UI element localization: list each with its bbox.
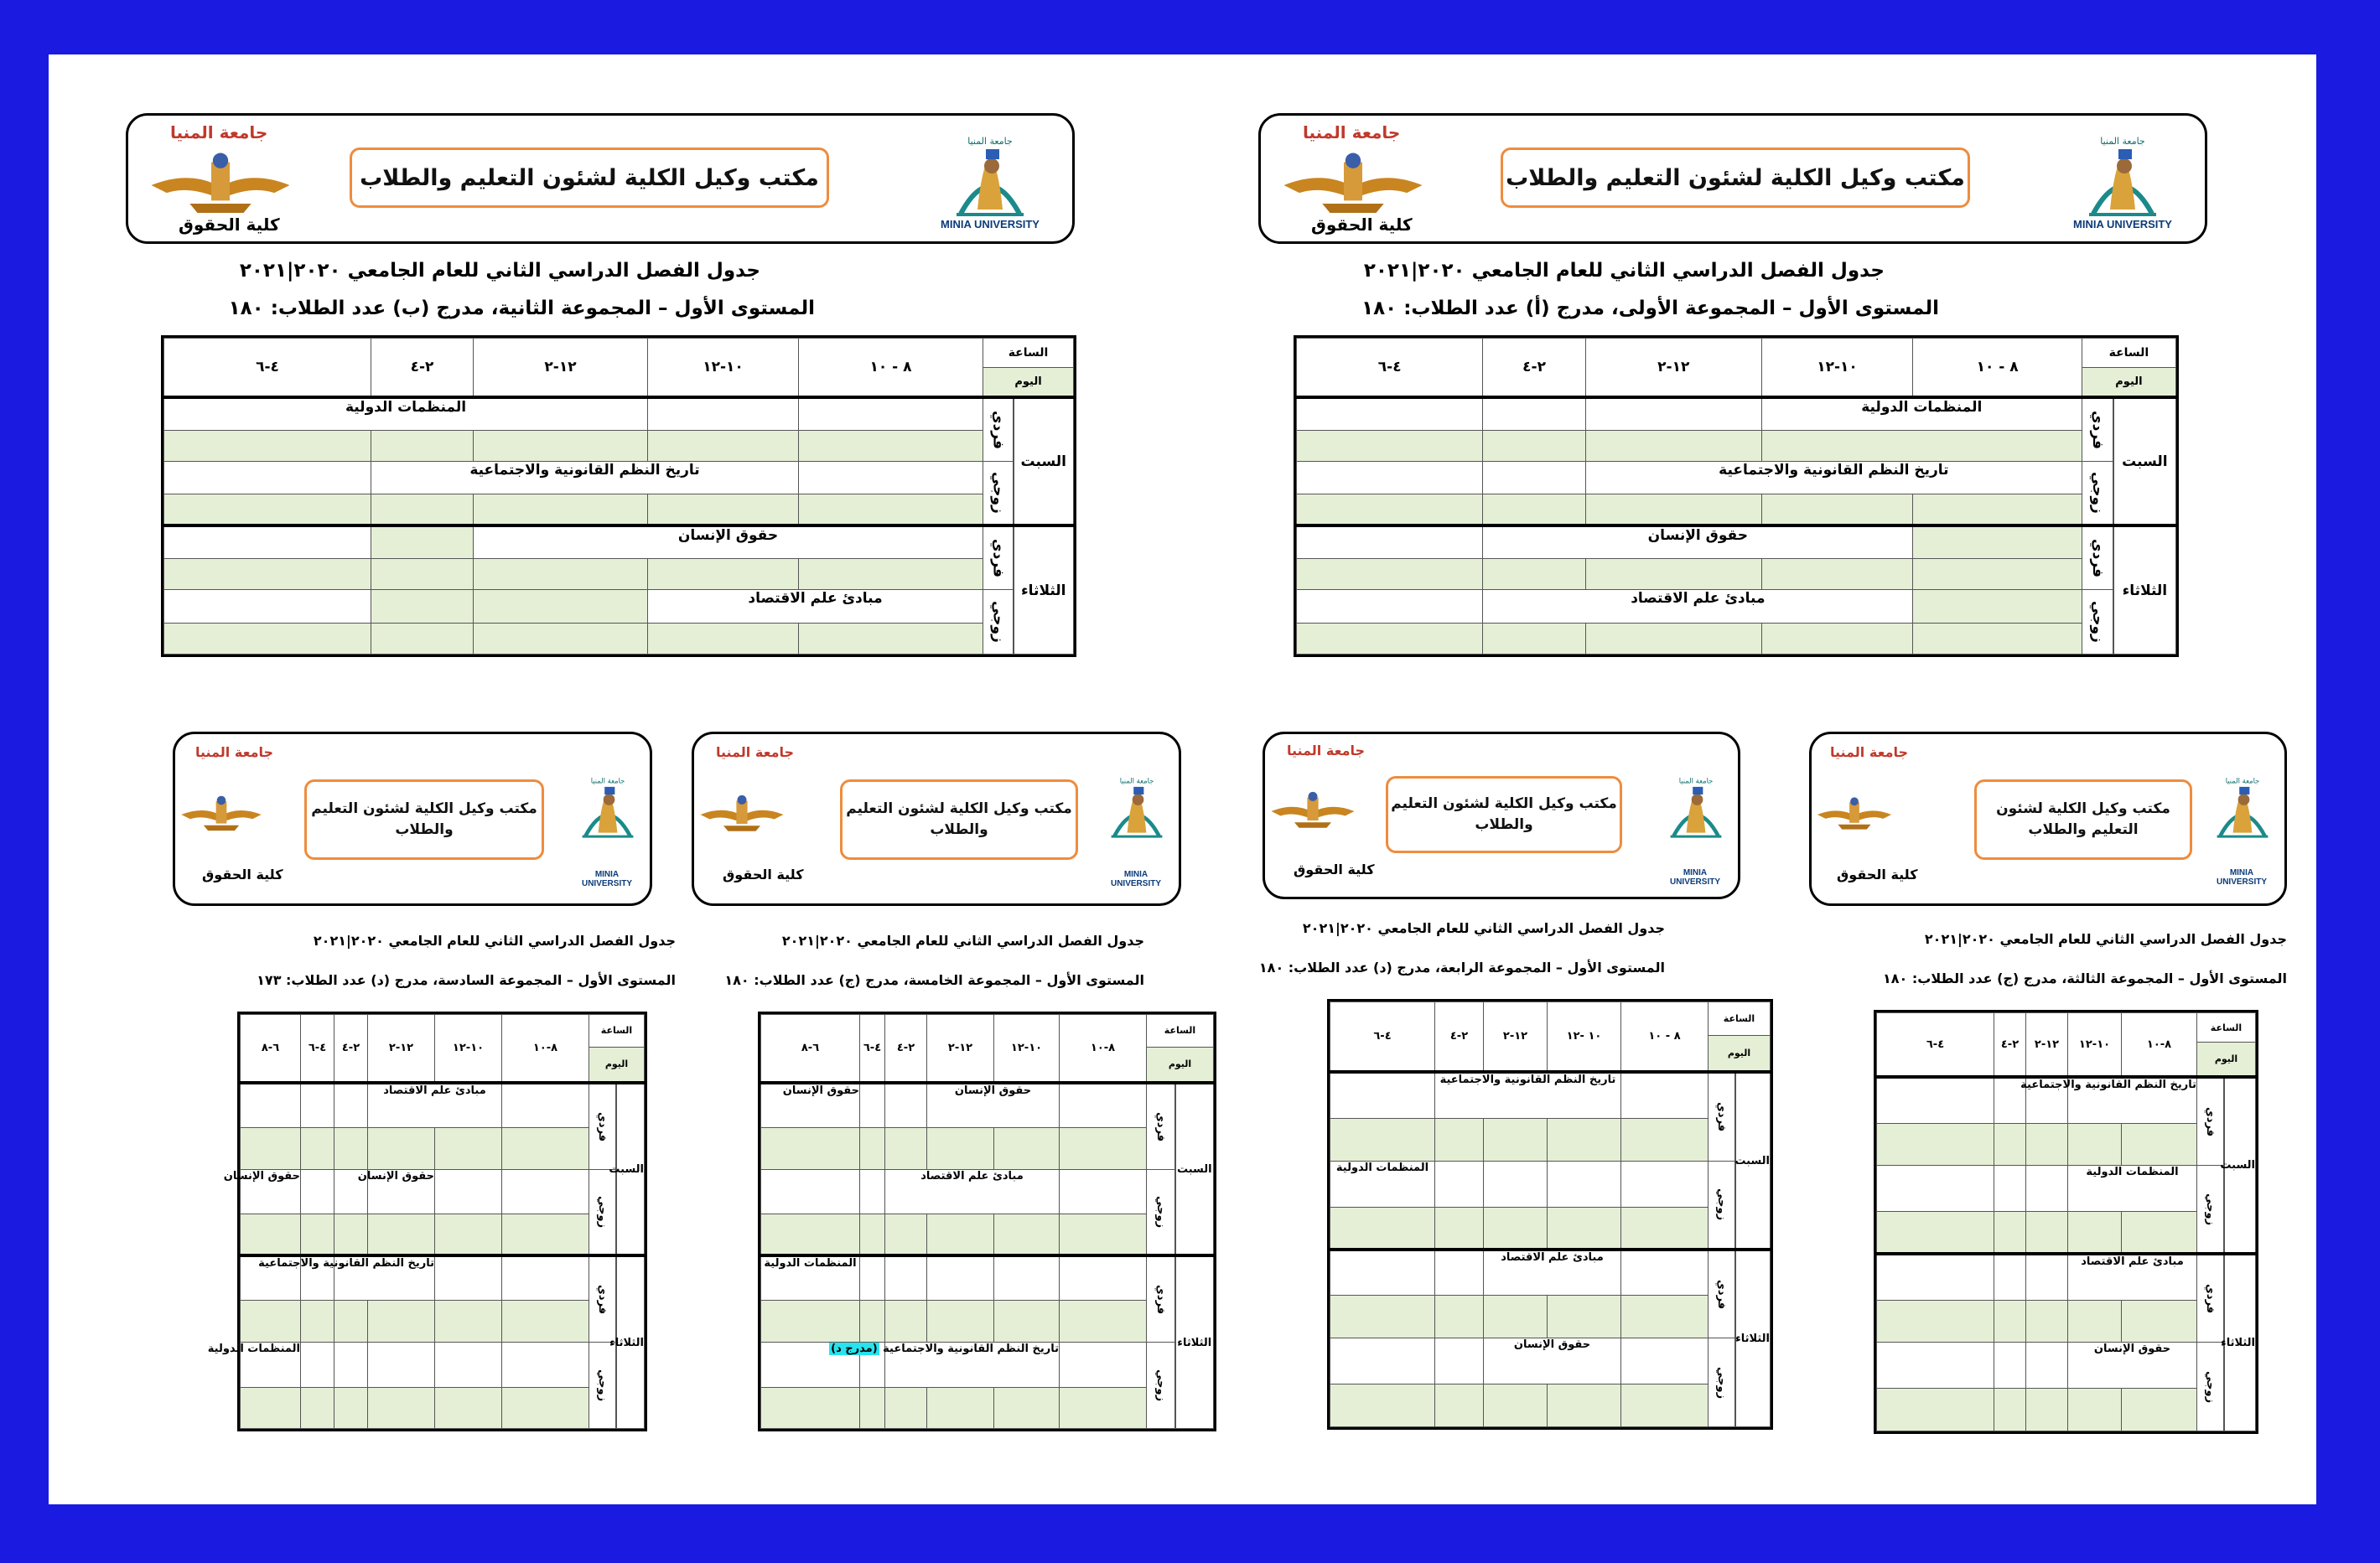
time-slot: ٤-٦ (1330, 1002, 1435, 1073)
time-slot: ٢-٤ (371, 339, 474, 397)
office-title: مكتب وكيل الكلية لشئون التعليم والطلاب (840, 779, 1078, 860)
law-logo-bottom: كلية الحقوق (1294, 862, 1375, 877)
schedule-table (760, 1014, 1214, 1429)
time-slot: ١٢-٢ (2026, 1013, 2068, 1078)
week-individual: فردي (983, 397, 1014, 462)
office-title: مكتب وكيل الكلية لشئون التعليم والطلاب (1501, 148, 1970, 208)
week-individual: فردي (589, 1255, 616, 1342)
hour-header: الساعة (2082, 339, 2175, 368)
law-faculty-logo (177, 764, 266, 865)
minia-logo-caption: MINIA UNIVERSITY (2216, 868, 2267, 887)
time-slot: ٨ - ١٠ (1621, 1002, 1709, 1073)
time-slot: ٤-٦ (1877, 1013, 1994, 1078)
class-cell: حقوق الإنسان (474, 525, 983, 558)
class-cell: حقوق الإنسان (1483, 525, 1913, 558)
week-pair: زوجي (2082, 590, 2113, 655)
time-slot: ٦-٨ (761, 1015, 860, 1084)
day-tuesday: الثلاثاء (1175, 1255, 1214, 1428)
schedule-table (207, 1014, 645, 1429)
week-individual: فردي (2197, 1077, 2224, 1166)
law-logo-bottom: كلية الحقوق (1311, 215, 1413, 235)
schedule-heading: جدول الفصل الدراسي الثاني للعام الجامعي ٢٠٢٠|٢٠٢١ (781, 933, 1144, 949)
time-slot: ١٠-١٢ (1761, 339, 1913, 397)
panel-header (1809, 732, 2287, 906)
time-slot: ١٢-٢ (368, 1015, 435, 1084)
day-saturday: السبت (616, 1083, 645, 1255)
week-pair: زوجي (1709, 1338, 1735, 1427)
schedule-panel-group-2 (126, 113, 1075, 717)
law-logo-top: جامعة المنيا (1303, 122, 1401, 142)
time-slot: ١٢-٢ (927, 1015, 994, 1084)
week-pair: زوجي (2197, 1343, 2224, 1431)
panel-header (1258, 113, 2207, 244)
time-slot: ١٠-١٢ (2068, 1013, 2122, 1078)
time-slot: ٢-٤ (885, 1015, 927, 1084)
class-cell: حقوق الإنسان (927, 1083, 1060, 1128)
group-subtitle: المستوى الأول – المجموعة الأولى، مدرج (أ) عدد الطلاب: ١٨٠ (1361, 298, 1939, 319)
class-cell: تاريخ النظم القانونية والاجتماعية (371, 462, 799, 494)
law-logo-bottom: كلية الحقوق (1837, 867, 1918, 882)
schedule-heading: جدول الفصل الدراسي الثاني للعام الجامعي ٢٠٢٠|٢٠٢١ (239, 260, 760, 282)
week-individual: فردي (2082, 525, 2113, 590)
panel-header (692, 732, 1181, 906)
time-slot: ٤-٦ (1297, 339, 1483, 397)
schedule-table (1330, 1001, 1771, 1427)
time-slot: ١٠ -١٢ (1548, 1002, 1621, 1073)
law-logo-top: جامعة المنيا (716, 744, 795, 760)
class-cell-text: تاريخ النظم القانونية والاجتماعية (883, 1342, 1059, 1355)
minia-university-logo (576, 756, 640, 865)
day-tuesday: الثلاثاء (1014, 525, 1074, 654)
class-cell: المنظمات الدولية (761, 1255, 860, 1301)
day-tuesday: الثلاثاء (1735, 1250, 1771, 1427)
schedule-heading: جدول الفصل الدراسي الثاني للعام الجامعي ٢٠٢٠|٢٠٢١ (313, 933, 676, 949)
schedule-table (1296, 338, 2176, 655)
day-saturday: السبت (1175, 1083, 1214, 1255)
schedule-heading: جدول الفصل الدراسي الثاني للعام الجامعي ٢٠٢٠|٢٠٢١ (1363, 260, 1885, 282)
class-cell: المنظمات الدولية (1330, 1161, 1435, 1207)
office-title: مكتب وكيل الكلية لشئون التعليم والطلاب (1386, 776, 1622, 853)
class-cell: حقوق الإنسان (241, 1169, 301, 1214)
minia-university-logo (931, 134, 1049, 226)
group-subtitle: المستوى الأول – المجموعة الخامسة، مدرج (ج) عدد الطلاب: ١٨٠ (724, 972, 1144, 988)
minia-university-logo (1105, 756, 1169, 865)
week-individual: فردي (1147, 1083, 1175, 1169)
panel-header (173, 732, 652, 906)
time-slot: ٨ - ١٠ (799, 339, 983, 397)
time-slot: ٤-٦ (164, 339, 371, 397)
minia-logo-caption: MINIA UNIVERSITY (1669, 868, 1720, 887)
week-individual: فردي (983, 525, 1014, 590)
class-cell: حقوق الإنسان (1484, 1338, 1621, 1384)
class-cell: مبادئ علم الاقتصاد (1483, 590, 1913, 623)
schedule-panel-group-3 (1809, 732, 2287, 1444)
class-cell: حقوق الإنسان (761, 1083, 860, 1128)
hour-header: الساعة (2197, 1013, 2256, 1043)
day-header: اليوم (983, 368, 1074, 397)
group-subtitle: المستوى الأول – المجموعة السادسة، مدرج (د) عدد الطلاب: ١٧٣ (257, 972, 676, 988)
law-logo-top: جامعة المنيا (1287, 743, 1366, 758)
class-cell: تاريخ النظم القانونية والاجتماعية (1585, 462, 2082, 494)
minia-university-logo (1664, 756, 1728, 865)
week-individual: فردي (2197, 1254, 2224, 1343)
law-logo-top: جامعة المنيا (195, 744, 274, 760)
schedule-heading: جدول الفصل الدراسي الثاني للعام الجامعي ٢٠٢٠|٢٠٢١ (1924, 931, 2287, 947)
class-cell: تاريخ النظم القانونية والاجتماعية (334, 1255, 435, 1301)
class-cell: المنظمات الدولية (241, 1342, 301, 1387)
day-header: اليوم (1709, 1035, 1771, 1072)
class-cell: تاريخ النظم القانونية والاجتماعية (2068, 1077, 2197, 1123)
class-cell (831, 1342, 1060, 1387)
class-cell: تاريخ النظم القانونية والاجتماعية (1435, 1072, 1621, 1118)
time-slot: ٨-١٠ (1060, 1015, 1147, 1084)
time-slot: ٢-٤ (1435, 1002, 1484, 1073)
law-faculty-logo (1813, 764, 1895, 865)
class-cell: المنظمات الدولية (1761, 397, 2082, 430)
week-pair: زوجي (1147, 1169, 1175, 1255)
time-slot: ٢-٤ (1483, 339, 1586, 397)
class-cell: مبادئ علم الاقتصاد (1484, 1250, 1621, 1296)
week-pair: زوجي (983, 462, 1014, 526)
law-logo-bottom: كلية الحقوق (179, 215, 280, 235)
group-subtitle: المستوى الأول – المجموعة الثانية، مدرج (ب) عدد الطلاب: ١٨٠ (228, 298, 815, 319)
panel-header (126, 113, 1075, 244)
week-pair: زوجي (1709, 1161, 1735, 1250)
week-individual: فردي (1147, 1255, 1175, 1342)
minia-logo-caption: MINIA UNIVERSITY (1110, 870, 1161, 888)
minia-logo-caption: MINIA UNIVERSITY (2073, 218, 2172, 230)
class-cell: المنظمات الدولية (2068, 1166, 2197, 1212)
time-slot: ١٠-١٢ (435, 1015, 502, 1084)
law-logo-bottom: كلية الحقوق (202, 867, 283, 882)
office-title: مكتب وكيل الكلية لشئون التعليم والطلاب (304, 779, 544, 860)
week-individual: فردي (1709, 1250, 1735, 1338)
schedule-table (1876, 1012, 2256, 1431)
time-slot: ١٢-٢ (474, 339, 648, 397)
week-individual: فردي (589, 1083, 616, 1169)
minia-logo-caption: MINIA UNIVERSITY (581, 870, 632, 888)
class-cell: مبادئ علم الاقتصاد (885, 1169, 1060, 1214)
schedule-panel-group-6 (173, 732, 676, 1444)
time-slot: ٢-٤ (334, 1015, 368, 1084)
day-header: اليوم (589, 1047, 645, 1083)
panel-header (1263, 732, 1740, 899)
time-slot: ٦-٨ (241, 1015, 301, 1084)
week-pair: زوجي (589, 1342, 616, 1428)
week-individual: فردي (2082, 397, 2113, 462)
minia-university-logo (2211, 756, 2274, 865)
week-pair: زوجي (589, 1169, 616, 1255)
office-title: مكتب وكيل الكلية لشئون التعليم والطلاب (1974, 779, 2192, 860)
week-pair: زوجي (2082, 462, 2113, 526)
hall-note: (مدرج د) (831, 1342, 878, 1355)
class-cell: حقوق الإنسان (2068, 1343, 2197, 1389)
week-individual: فردي (1709, 1072, 1735, 1161)
time-slot: ٨ - ١٠ (1913, 339, 2082, 397)
schedule-panel-group-1 (1258, 113, 2207, 717)
time-slot: ٤-٦ (860, 1015, 885, 1084)
day-saturday: السبت (1014, 397, 1074, 525)
schedule-panel-group-4 (1258, 732, 1791, 1444)
time-slot: ٨-١٠ (502, 1015, 589, 1084)
schedule-heading: جدول الفصل الدراسي الثاني للعام الجامعي ٢٠٢٠|٢٠٢١ (1302, 920, 1665, 936)
week-pair: زوجي (983, 590, 1014, 655)
week-pair: زوجي (1147, 1342, 1175, 1428)
day-saturday: السبت (2224, 1077, 2256, 1254)
day-tuesday: الثلاثاء (2224, 1254, 2256, 1431)
law-logo-top: جامعة المنيا (1830, 744, 1909, 760)
group-subtitle: المستوى الأول – المجموعة الثالثة، مدرج (ج) عدد الطلاب: ١٨٠ (1882, 970, 2287, 986)
week-pair: زوجي (2197, 1166, 2224, 1255)
hour-header: الساعة (1709, 1002, 1771, 1036)
time-slot: ١٠-١٢ (648, 339, 799, 397)
day-header: اليوم (2197, 1043, 2256, 1078)
hour-header: الساعة (1147, 1015, 1214, 1048)
day-header: اليوم (1147, 1047, 1214, 1083)
time-slot: ١٠-١٢ (994, 1015, 1060, 1084)
class-cell: مبادئ علم الاقتصاد (368, 1083, 502, 1128)
minia-university-logo (2064, 134, 2181, 226)
class-cell: مبادئ علم الاقتصاد (648, 590, 983, 623)
schedule-table (163, 338, 1074, 655)
time-slot: ١٢-٢ (1585, 339, 1761, 397)
document-page (49, 54, 2316, 1504)
office-title: مكتب وكيل الكلية لشئون التعليم والطلاب (350, 148, 829, 208)
law-logo-bottom: كلية الحقوق (723, 867, 804, 882)
hour-header: الساعة (983, 339, 1074, 368)
class-cell: حقوق الإنسان (368, 1169, 435, 1214)
time-slot: ٤-٦ (301, 1015, 334, 1084)
day-header: اليوم (2082, 368, 2175, 397)
schedule-panel-group-5 (692, 732, 1228, 1444)
class-cell: مبادئ علم الاقتصاد (2068, 1254, 2197, 1300)
law-faculty-logo (1267, 761, 1359, 862)
minia-logo-caption: MINIA UNIVERSITY (941, 218, 1040, 230)
time-slot: ٨-١٠ (2122, 1013, 2197, 1078)
day-saturday: السبت (2113, 397, 2176, 525)
law-faculty-logo (696, 764, 788, 865)
time-slot: ٢-٤ (1994, 1013, 2026, 1078)
hour-header: الساعة (589, 1015, 645, 1048)
day-saturday: السبت (1735, 1072, 1771, 1250)
group-subtitle: المستوى الأول – المجموعة الرابعة، مدرج (د) عدد الطلاب: ١٨٠ (1258, 960, 1665, 976)
time-slot: ١٢-٢ (1484, 1002, 1548, 1073)
day-tuesday: الثلاثاء (616, 1255, 645, 1428)
day-tuesday: الثلاثاء (2113, 525, 2176, 654)
class-cell: المنظمات الدولية (164, 397, 648, 430)
law-logo-top: جامعة المنيا (170, 122, 268, 142)
